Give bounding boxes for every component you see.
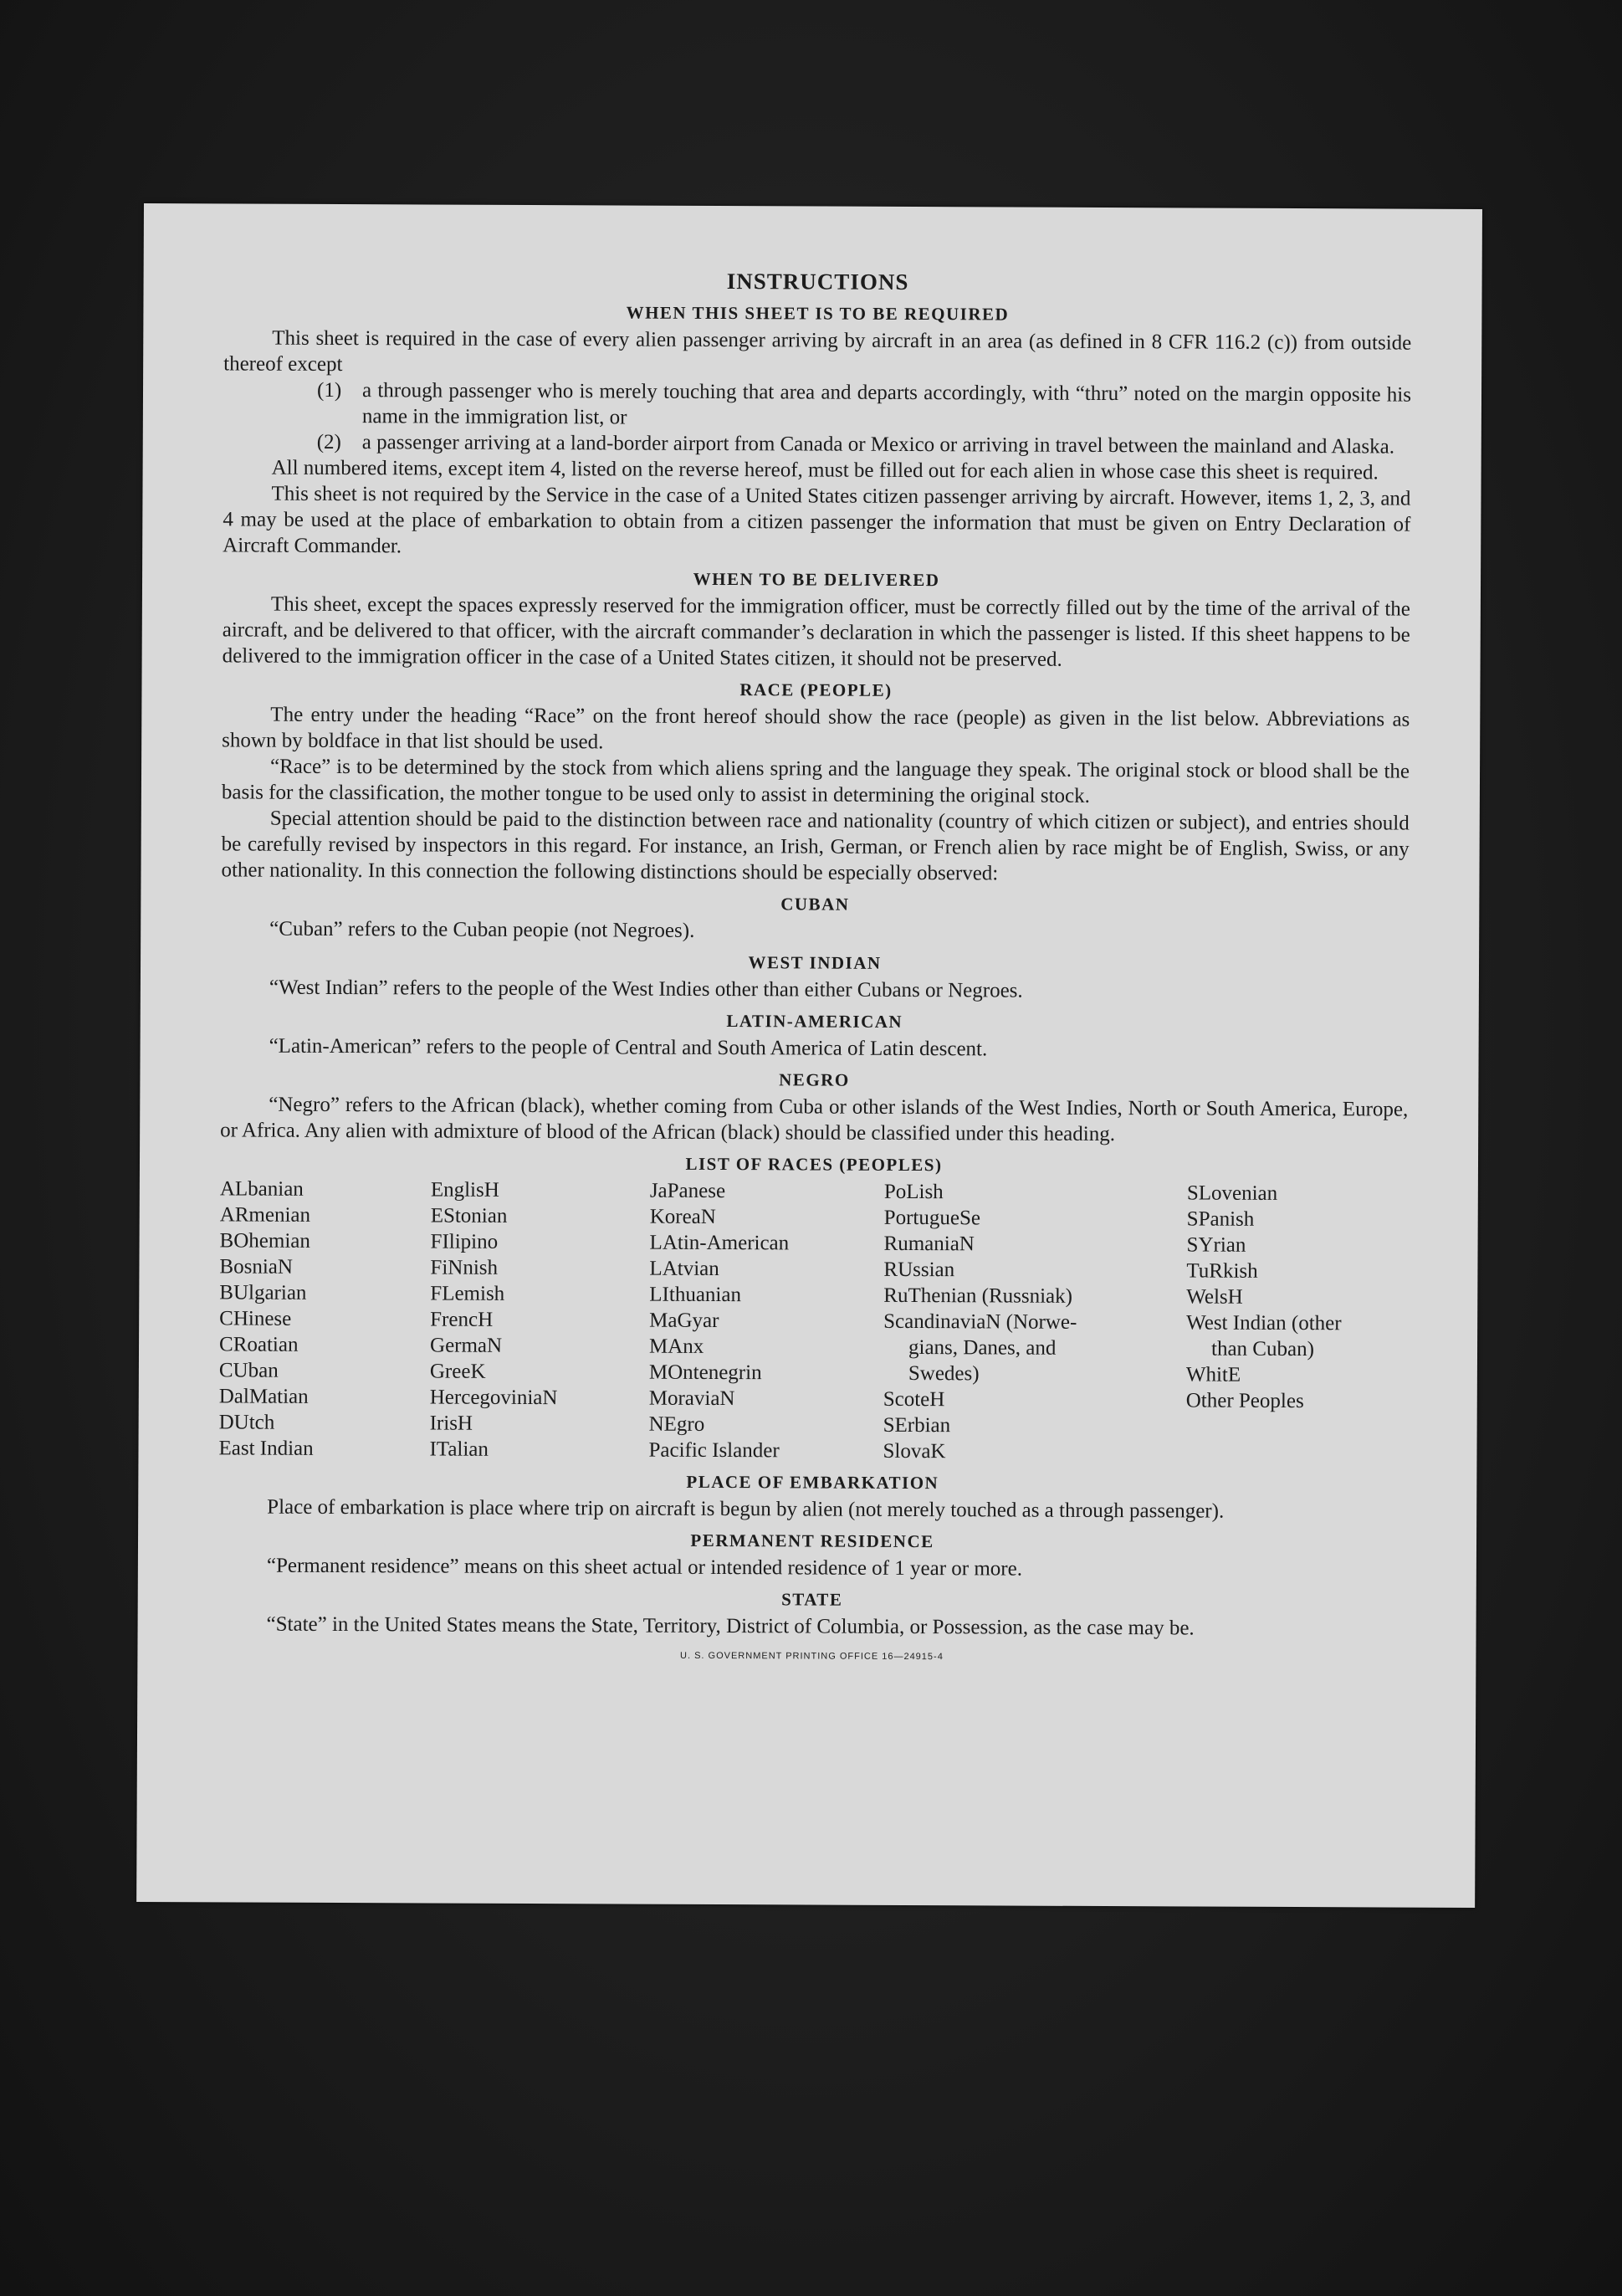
- race-entry: ITalian: [429, 1438, 489, 1461]
- race-entry: FLemish: [430, 1282, 505, 1305]
- races-list: [218, 1176, 1407, 1466]
- race-entry: CUban: [218, 1359, 279, 1382]
- heading-list-of-races: LIST OF RACES (PEOPLES): [685, 1153, 943, 1176]
- heading-when-delivered: WHEN TO BE DELIVERED: [693, 568, 940, 591]
- race-entry: than Cuban): [1210, 1337, 1314, 1361]
- race-entry: RumaniaN: [883, 1232, 975, 1256]
- paragraph: All numbered items, except item 4, listed on the reverse hereof, must be filled out for each alien in whose case this sheet is required.: [271, 456, 1379, 484]
- race-entry: CHinese: [219, 1307, 292, 1330]
- race-entry: FrencH: [430, 1308, 494, 1331]
- race-entry: DUtch: [218, 1411, 275, 1434]
- race-entry: ScoteH: [883, 1387, 945, 1412]
- paragraph: “Latin-American” refers to the people of Central and South America of Latin descent.: [269, 1034, 988, 1061]
- race-entry: TuRkish: [1186, 1259, 1258, 1283]
- list-text: a through passenger who is merely touching that area and departs accordingly, with “thru” noted on the margin opposite his name in the immigration list, or: [361, 379, 1412, 429]
- race-entry: Other Peoples: [1185, 1389, 1304, 1413]
- race-entry: MOntenegrin: [648, 1361, 762, 1385]
- race-entry: SLovenian: [1186, 1181, 1278, 1205]
- race-entry: CRoatian: [218, 1333, 299, 1356]
- heading-latin-american: LATIN-AMERICAN: [726, 1011, 903, 1032]
- race-entry: IrisH: [429, 1412, 473, 1435]
- list-number: (2): [316, 430, 341, 454]
- paragraph: “West Indian” refers to the people of the West Indies other than either Cubans or Negroes.: [269, 976, 1023, 1002]
- document-sheet: [136, 203, 1482, 1908]
- heading-state: STATE: [781, 1589, 843, 1610]
- race-entry: EStonian: [430, 1204, 508, 1227]
- race-entry: Swedes): [908, 1362, 980, 1386]
- race-entry: GreeK: [429, 1360, 486, 1383]
- heading-west-indian: WEST INDIAN: [748, 952, 882, 973]
- races-column: [218, 1176, 430, 1462]
- paragraph: This sheet is not required by the Service in the case of a United States citizen passenger arriving by aircraft. However, items 1, 2, 3, and 4 may be used at the place of embarkation to obtain from a citizen passenger the information that must be given on Entry Declaration of Aircraft Commander.: [223, 482, 1411, 558]
- race-entry: PortugueSe: [883, 1206, 981, 1230]
- race-entry: SErbian: [883, 1413, 951, 1438]
- heading-negro: NEGRO: [779, 1069, 850, 1090]
- race-entry: RUssian: [883, 1258, 955, 1282]
- heading-embarkation: PLACE OF EMBARKATION: [686, 1471, 939, 1494]
- document-content: [217, 266, 1411, 1663]
- page-title: INSTRUCTIONS: [726, 269, 909, 295]
- race-entry: BOhemian: [219, 1229, 310, 1253]
- race-entry: ARmenian: [219, 1203, 311, 1227]
- race-entry: LIthuanian: [649, 1283, 742, 1307]
- races-column: [429, 1177, 649, 1463]
- exception-list: [317, 377, 1411, 460]
- race-entry: MaGyar: [649, 1309, 719, 1333]
- paragraph: This sheet is required in the case of every alien passenger arriving by aircraft in an area (as defined in 8 CFR 116.2 (c)) from outside thereof except: [223, 326, 1412, 377]
- heading-race: RACE (PEOPLE): [739, 679, 893, 700]
- race-entry: PoLish: [883, 1180, 944, 1204]
- heading-cuban: CUBAN: [780, 894, 850, 915]
- printing-office-footer: U. S. GOVERNMENT PRINTING OFFICE 16—24915-4: [679, 1650, 944, 1663]
- race-entry: MAnx: [648, 1335, 704, 1358]
- race-entry: EnglisH: [430, 1178, 499, 1202]
- races-column: [1185, 1180, 1407, 1466]
- paragraph: This sheet, except the spaces expressly reserved for the immigration officer, must be correctly filled out by the time of the arrival of the aircraft, and be delivered to that officer, with the aircraft commander’s declaration in which the passenger is listed. If this sheet happens to be delivered to the immigration officer in the case of a United States citizen, it should not be preserved.: [222, 592, 1410, 671]
- paragraph: “State” in the United States means the State, Territory, District of Columbia, or Possession, as the case may be.: [266, 1612, 1195, 1640]
- race-entry: RuThenian (Russniak): [883, 1284, 1073, 1308]
- race-entry: East Indian: [218, 1437, 314, 1460]
- race-entry: MoraviaN: [648, 1386, 735, 1411]
- list-item: [317, 377, 1411, 434]
- race-entry: ALbanian: [219, 1177, 304, 1201]
- paragraph: Special attention should be paid to the distinction between race and nationality (country of which citizen or subject), and entries should be carefully revised by inspectors in this regard. For instance, an Irish, German, or French alien by race might be of English, Swiss, or any other nationality. In this connection the following distinctions should be especially observed:: [221, 807, 1410, 885]
- race-entry: GermaN: [429, 1334, 503, 1357]
- race-entry: SYrian: [1186, 1233, 1246, 1257]
- paragraph: “Negro” refers to the African (black), whether coming from Cuba or other islands of the West Indies, North or South America, Europe, or Africa. Any alien with admixture of blood of the African (black) should be classified under this heading.: [220, 1093, 1409, 1146]
- race-entry: West Indian (other: [1186, 1311, 1342, 1335]
- race-entry: Pacific Islander: [648, 1438, 780, 1463]
- list-text: a passenger arriving at a land-border airport from Canada or Mexico or arriving in travel between the mainland and Alaska.: [361, 431, 1395, 459]
- race-entry: JaPanese: [649, 1179, 726, 1203]
- heading-permanent-residence: PERMANENT RESIDENCE: [690, 1530, 934, 1552]
- race-entry: SPanish: [1186, 1207, 1255, 1231]
- paragraph: “Cuban” refers to the Cuban peopie (not Negroes).: [269, 917, 695, 942]
- race-entry: SlovaK: [883, 1439, 946, 1463]
- race-entry: WelsH: [1186, 1285, 1243, 1309]
- race-entry: LAtvian: [649, 1257, 719, 1281]
- races-column: [648, 1178, 883, 1464]
- paragraph: The entry under the heading “Race” on the front hereof should show the race (people) as given in the list below. Abbreviations as shown by boldface in that list should be used.: [222, 703, 1410, 754]
- paragraph: “Permanent residence” means on this sheet actual or intended residence of 1 year or more.: [266, 1554, 1023, 1581]
- race-entry: HercegoviniaN: [429, 1386, 558, 1410]
- list-number: (1): [316, 378, 342, 402]
- heading-when-required: WHEN THIS SHEET IS TO BE REQUIRED: [626, 302, 1010, 325]
- race-entry: BUlgarian: [219, 1281, 307, 1304]
- race-entry: WhitE: [1185, 1363, 1241, 1386]
- race-entry: FIlipino: [430, 1230, 499, 1253]
- paragraph: “Race” is to be determined by the stock from which aliens spring and the language they speak. The original stock or blood shall be the basis for the classification, the mother tongue to be used only to assist in determining the original stock.: [221, 755, 1410, 807]
- race-entry: FiNnish: [430, 1256, 499, 1279]
- races-column: [883, 1179, 1186, 1466]
- race-entry: KoreaN: [649, 1205, 716, 1228]
- race-entry: NEgro: [648, 1412, 705, 1436]
- race-entry: BosniaN: [219, 1255, 294, 1279]
- race-entry: gians, Danes, and: [908, 1336, 1057, 1360]
- race-entry: DalMatian: [218, 1385, 309, 1408]
- paragraph: Place of embarkation is place where trip on aircraft is begun by alien (not merely touched as a through passenger).: [267, 1495, 1225, 1523]
- race-entry: ScandinaviaN (Norwe-: [883, 1309, 1077, 1334]
- race-entry: LAtin-American: [649, 1231, 790, 1255]
